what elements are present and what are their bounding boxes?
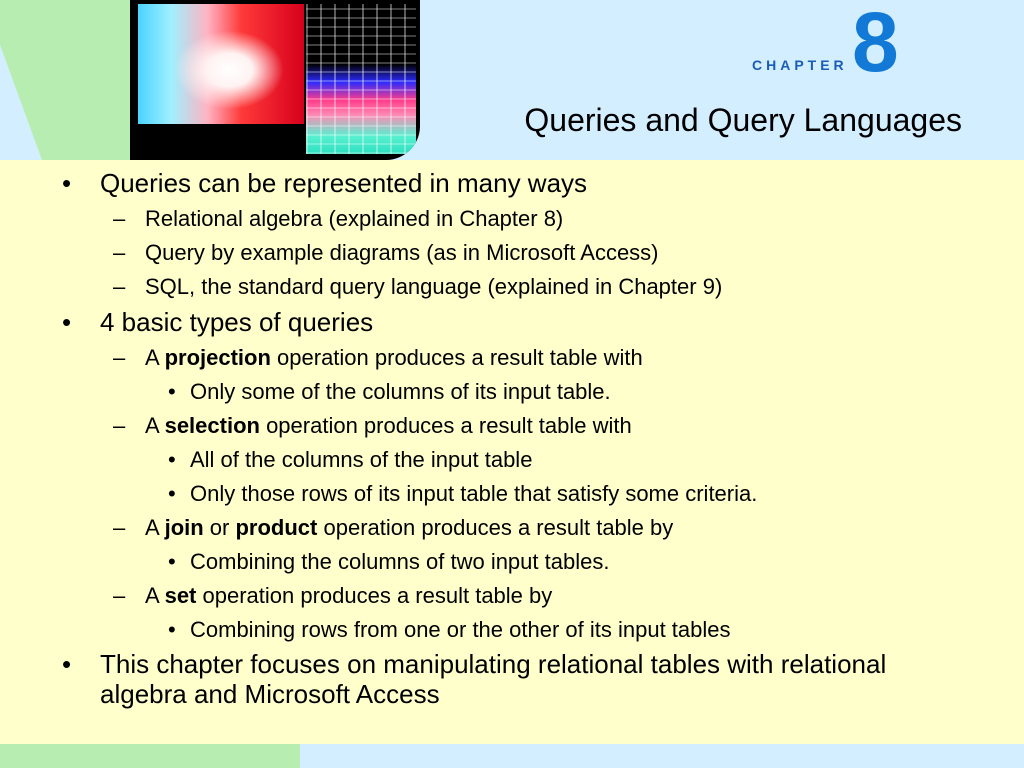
sub-sub-bullet-text: Combining rows from one or the other of its input tables [190, 617, 731, 642]
sub-bullet-text: A [145, 515, 165, 540]
bullet-text: 4 basic types of queries [100, 307, 374, 337]
sub-bullet-item [113, 413, 632, 439]
sub-bullet-text: or [203, 515, 236, 540]
sub-bullet-text: operation produces a result table with [259, 413, 632, 438]
bullet-marker: • [62, 649, 72, 679]
dash-marker: – [113, 583, 126, 608]
chapter-artwork-image [130, 0, 420, 160]
dash-marker: – [113, 206, 126, 231]
sub-bullet-text: operation produces a result table with [270, 345, 643, 370]
sub-bullet-item [113, 274, 723, 300]
chapter-label: CHAPTER [752, 57, 848, 73]
sub-bullet-text: operation produces a result table by [196, 583, 553, 608]
sub-bullet-item [113, 240, 659, 266]
sub-sub-bullet-item [168, 549, 610, 575]
bullet-marker: • [168, 617, 176, 642]
sub-bullet-text: A [145, 345, 165, 370]
sub-sub-bullet-item [168, 617, 731, 643]
sub-sub-bullet-item [168, 481, 758, 507]
keyword-selection: selection [164, 413, 260, 438]
color-grid-art [306, 4, 416, 154]
bullet-marker: • [168, 549, 176, 574]
sub-bullet-text: SQL, the standard query language (explained in Chapter 9) [145, 274, 723, 299]
footer-green-bar [0, 744, 300, 768]
bullet-item [62, 649, 970, 709]
dash-marker: – [113, 274, 126, 299]
keyword-product: product [235, 515, 318, 540]
dash-marker: – [113, 345, 126, 370]
green-corner-decoration [0, 0, 140, 160]
bullet-text: This chapter focuses on manipulating relational tables with relational algebra and Microsoft Access [100, 649, 887, 709]
keyword-set: set [164, 583, 197, 608]
dash-marker: – [113, 413, 126, 438]
bullet-text: Queries can be represented in many ways [100, 168, 588, 198]
chapter-number: 8 [852, 0, 899, 89]
bullet-item [62, 307, 374, 338]
sub-bullet-text: A [145, 413, 165, 438]
bullet-marker: • [168, 379, 176, 404]
sub-bullet-item [113, 206, 564, 232]
sub-sub-bullet-item [168, 447, 533, 473]
sub-sub-bullet-text: All of the columns of the input table [190, 447, 533, 472]
sub-bullet-text: operation produces a result table by [317, 515, 674, 540]
bullet-marker: • [62, 307, 72, 337]
sub-bullet-text: Query by example diagrams (as in Microsoft Access) [145, 240, 659, 265]
keyword-join: join [164, 515, 204, 540]
bullet-item [62, 168, 588, 199]
sub-bullet-text: Relational algebra (explained in Chapter 8) [145, 206, 564, 231]
sub-sub-bullet-text: Only those rows of its input table that satisfy some criteria. [190, 481, 758, 506]
bullet-marker: • [62, 168, 72, 198]
slide-header [0, 0, 1024, 160]
bullet-marker: • [168, 447, 176, 472]
slide-title: Queries and Query Languages [524, 102, 962, 138]
sub-sub-bullet-item [168, 379, 611, 405]
footer-blue-bar [300, 744, 1024, 768]
sub-bullet-item [113, 583, 553, 609]
dash-marker: – [113, 240, 126, 265]
color-blur-art [138, 4, 304, 124]
dash-marker: – [113, 515, 126, 540]
keyword-projection: projection [164, 345, 271, 370]
bullet-marker: • [168, 481, 176, 506]
sub-bullet-item [113, 345, 643, 371]
sub-bullet-text: A [145, 583, 165, 608]
sub-sub-bullet-text: Only some of the columns of its input table. [190, 379, 611, 404]
sub-sub-bullet-text: Combining the columns of two input tables. [190, 549, 610, 574]
sub-bullet-item [113, 515, 674, 541]
